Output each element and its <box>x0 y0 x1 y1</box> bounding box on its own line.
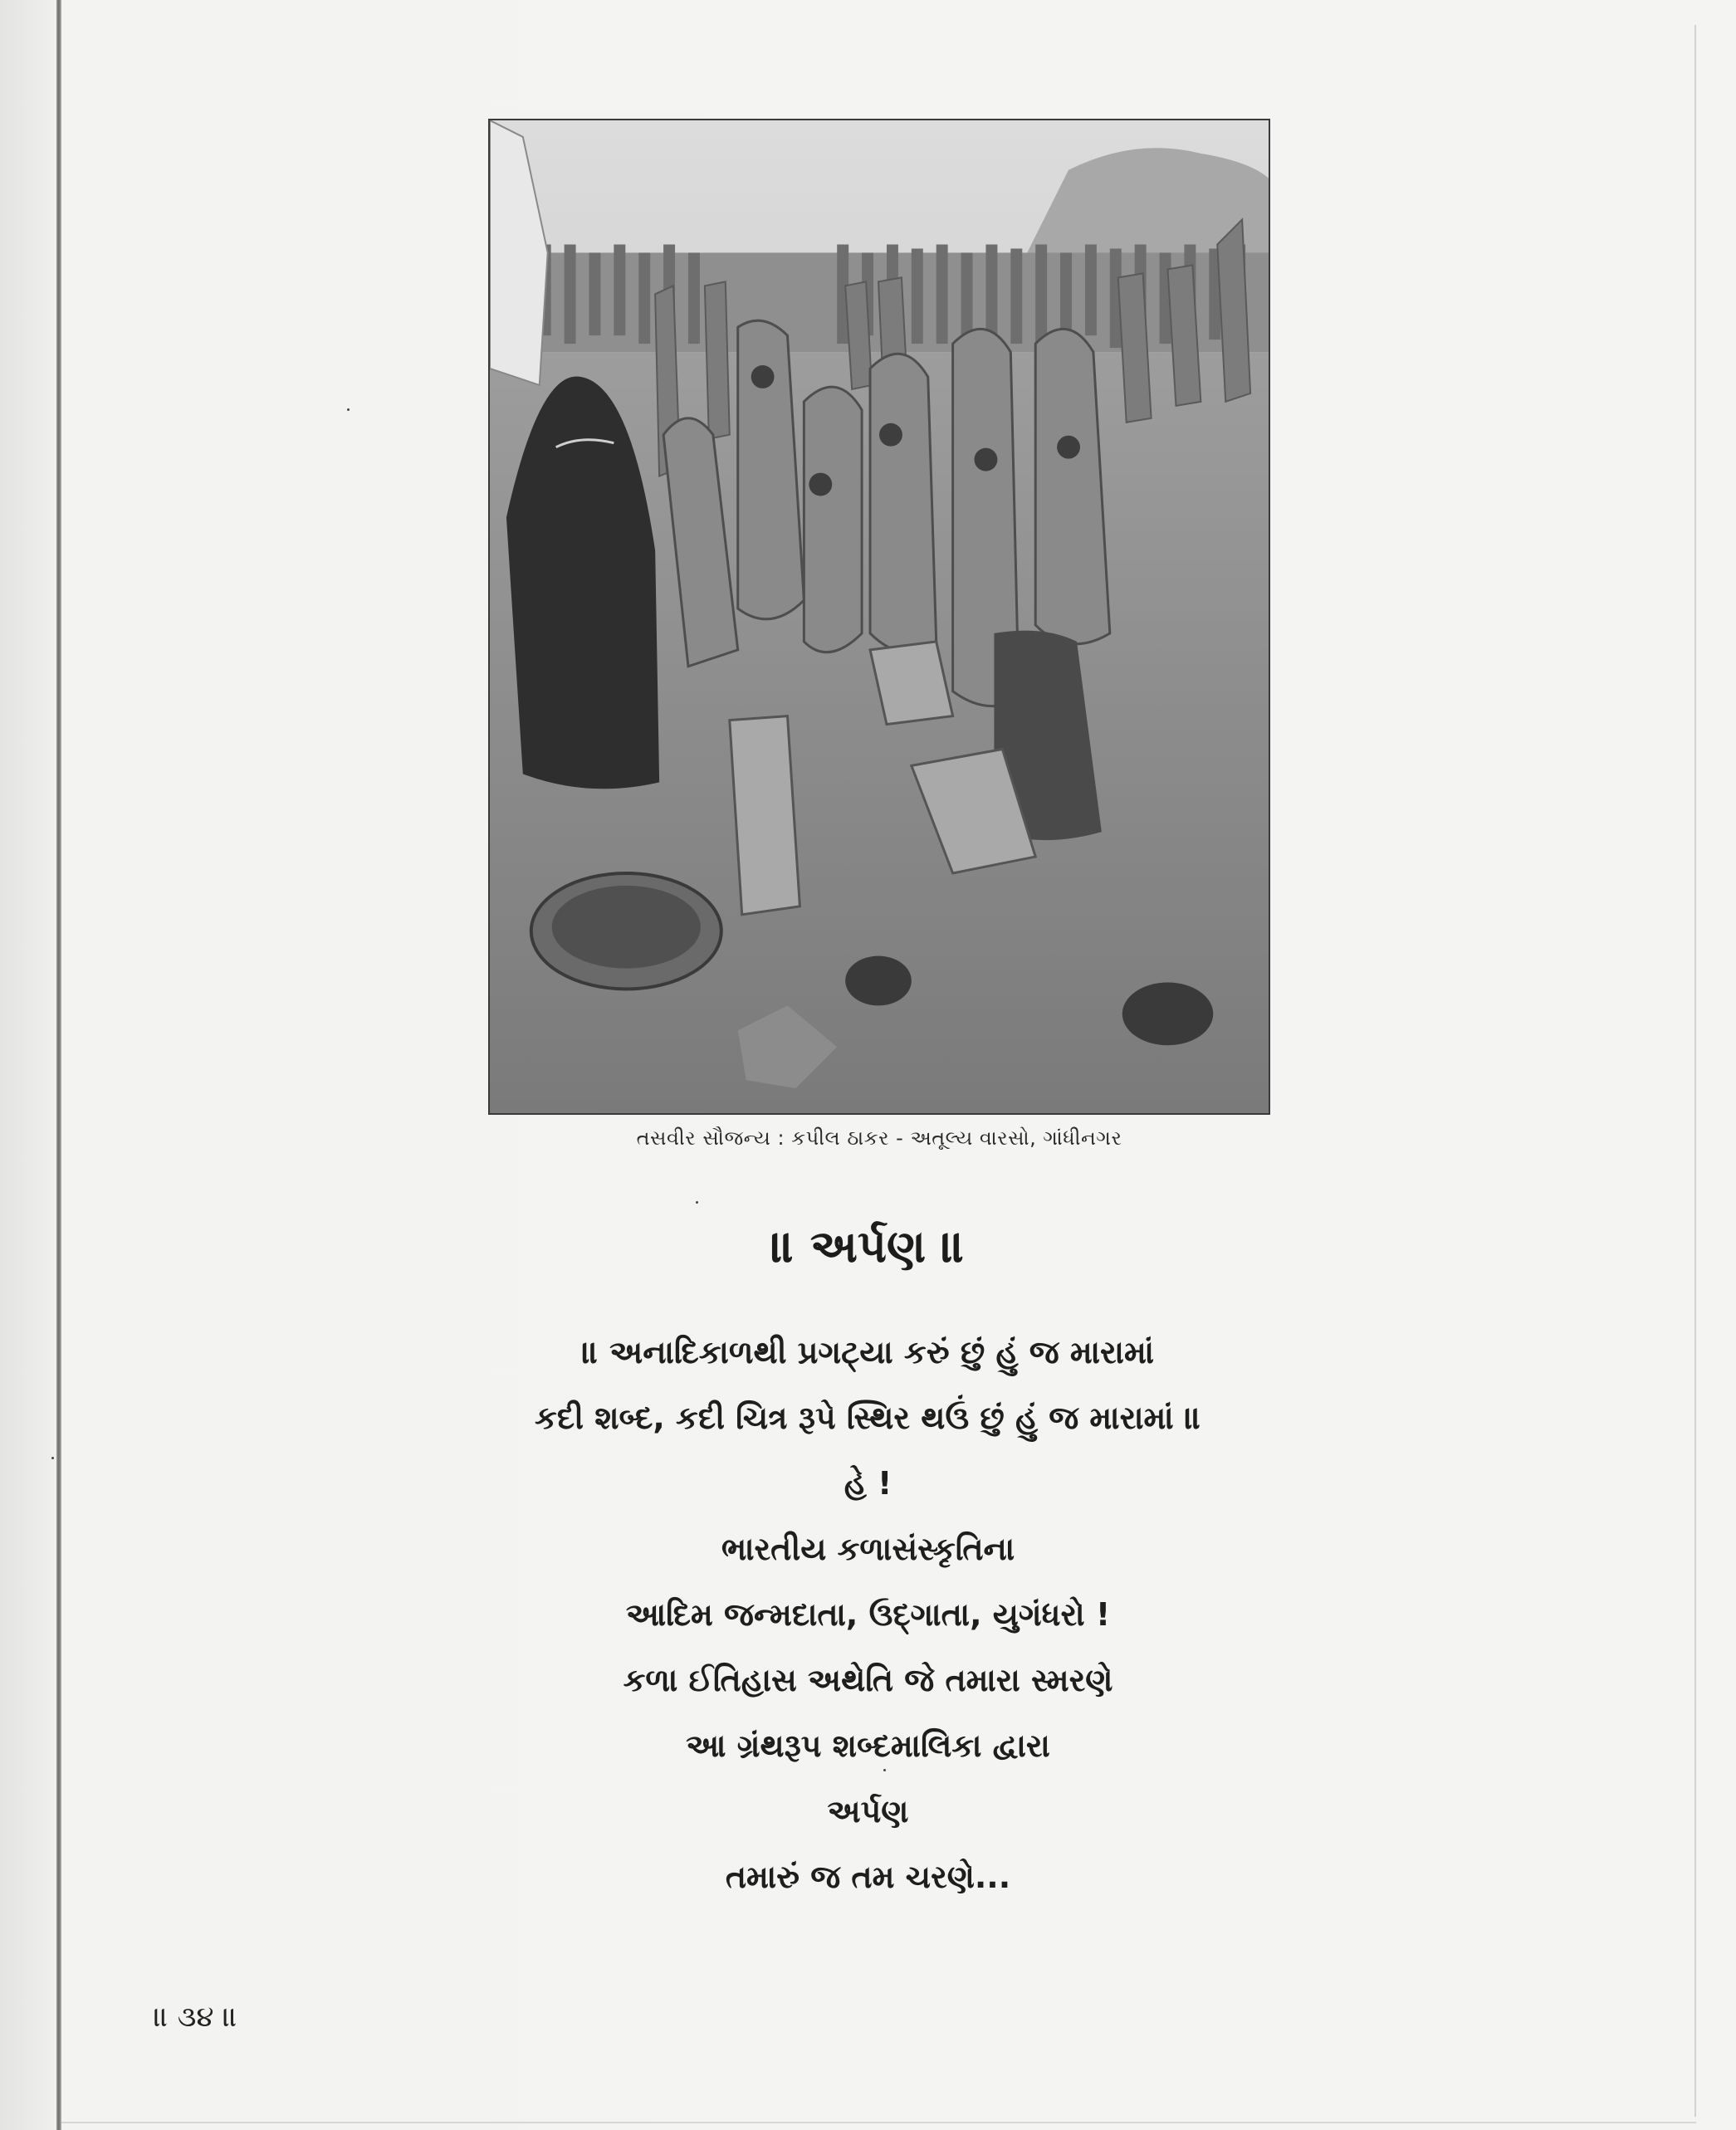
paper-speck <box>347 408 350 411</box>
poem-line: હે ! <box>844 1465 892 1502</box>
poem-line: ભારતીય કળાસંસ્કૃતિના <box>721 1531 1015 1567</box>
memorial-stones-photo <box>488 119 1270 1115</box>
dedication-poem <box>0 1320 1736 1910</box>
poem-line: આદિમ જન્મદાતા, ઉદ્ગાતા, યુગંધરો ! <box>625 1596 1111 1633</box>
page-bottom-edge <box>61 2122 1696 2123</box>
poem-line: ॥ અનાદિકાળથી પ્રગટ્યા કરું છું હું જ મારામાં <box>581 1334 1155 1370</box>
dedication-title: ॥ અર્પણ ॥ <box>770 1220 966 1273</box>
photo-illustration <box>490 120 1269 1113</box>
poem-line: આ ગ્રંથરૂપ શબ્દમાલિકા દ્વારા <box>686 1727 1050 1764</box>
photo-caption: તસવીર સૌજન્ય : કપીલ ઠાકર - અતૂલ્ય વારસો, ગાંધીનગર <box>636 1126 1122 1150</box>
page-number: ॥ ૩૪ ॥ <box>154 2001 238 2034</box>
poem-line: કળા ઈતિહાસ અથેતિ જે તમારા સ્મરણે <box>623 1662 1113 1698</box>
paper-speck <box>696 1201 698 1204</box>
poem-line: તમારું જ તમ ચરણે... <box>725 1859 1011 1895</box>
poem-line: કદી શબ્દ, કદી ચિત્ર રૂપે સ્થિર થઉં છું હું જ મારામાં ॥ <box>535 1400 1201 1436</box>
poem-line: અર્પણ <box>827 1793 909 1830</box>
